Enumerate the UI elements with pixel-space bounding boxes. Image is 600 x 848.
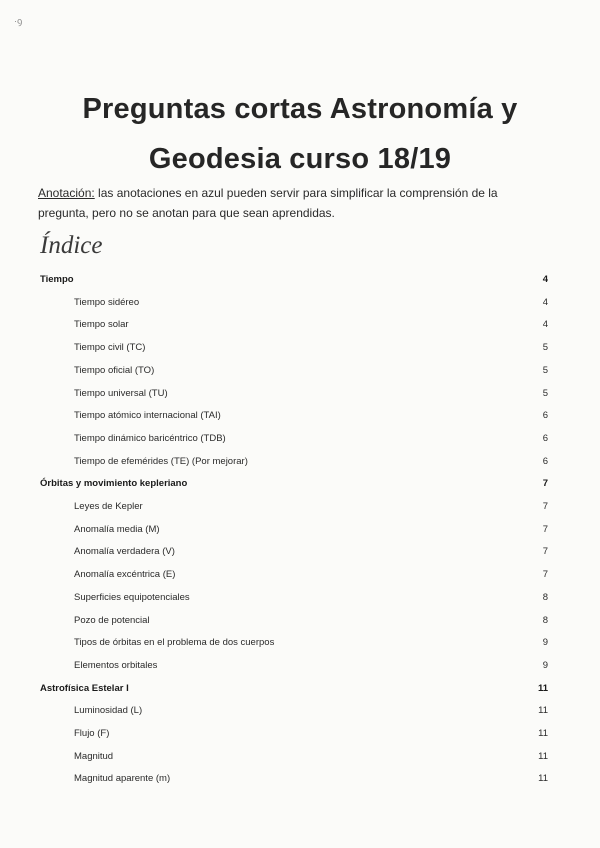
toc-entry-page: 7 — [542, 546, 548, 558]
toc-entry-page: 9 — [542, 659, 548, 671]
title-line-2: Geodesia curso 18/19 — [148, 143, 452, 175]
toc-entry-page: 7 — [542, 523, 548, 535]
toc-entry-page: 7 — [542, 501, 548, 512]
toc-entry-page: 4 — [542, 296, 548, 308]
toc-entry-title: Tiempo de efemérides (TE) (Por mejorar) — [74, 455, 248, 467]
toc-entry-page: 7 — [542, 478, 548, 490]
toc-entry-title: Tiempo solar — [74, 319, 129, 331]
toc-entry[interactable] — [0, 633, 548, 653]
toc-entry-page: 11 — [538, 750, 548, 762]
toc-entry-page: 11 — [538, 728, 548, 739]
toc-entry[interactable] — [0, 724, 548, 744]
toc-entry-title: Órbitas y movimiento kepleriano — [40, 478, 188, 490]
toc-entry-page: 9 — [542, 637, 548, 649]
toc-entry-title: Superficies equipotenciales — [74, 591, 190, 603]
toc-entry-title: Tiempo atómico internacional (TAI) — [74, 410, 221, 422]
toc-entry-page: 5 — [542, 364, 548, 376]
toc-entry-title: Magnitud aparente (m) — [74, 773, 171, 785]
toc-entry-page: 7 — [542, 569, 548, 581]
toc-entry-page: 11 — [538, 705, 548, 717]
toc-entry-page: 11 — [538, 773, 548, 785]
toc-entry[interactable] — [0, 384, 548, 404]
toc-entry[interactable] — [0, 565, 548, 585]
toc-section-entry[interactable] — [0, 270, 548, 290]
toc-entry-title: Leyes de Kepler — [74, 501, 143, 512]
toc-entry-title: Elementos orbitales — [74, 659, 158, 671]
toc-entry-title: Magnitud — [74, 750, 114, 762]
toc-entry-page: 6 — [542, 455, 548, 467]
toc-entry-page: 6 — [542, 410, 548, 422]
annotation-text: las anotaciones en azul pueden servir para simplificar la comprensión de la pregunta, pero no se anotan para que sean aprendidas. — [38, 186, 498, 220]
toc-entry-page: 5 — [542, 387, 548, 399]
toc-entry-title: Anomalía excéntrica (E) — [74, 569, 176, 581]
scan-mark: ·ꝯ — [14, 16, 23, 26]
page-title — [40, 84, 560, 184]
toc-entry-title: Astrofísica Estelar I — [40, 682, 129, 694]
toc-entry-title: Tiempo — [40, 274, 74, 285]
toc-entry-title: Tiempo dinámico baricéntrico (TDB) — [74, 432, 226, 444]
toc-entry-title: Anomalía media (M) — [74, 523, 160, 535]
annotation-note — [38, 183, 538, 223]
toc-entry-page: 11 — [537, 682, 548, 694]
toc-entry-page: 4 — [542, 274, 548, 285]
toc-entry-title: Tiempo oficial (TO) — [74, 364, 155, 376]
index-heading: Índice — [40, 232, 103, 259]
annotation-label: Anotación: — [38, 186, 95, 200]
toc-entry[interactable] — [0, 611, 548, 631]
toc-entry[interactable] — [0, 429, 548, 449]
toc-entry[interactable] — [0, 315, 548, 335]
toc-entry[interactable] — [0, 497, 548, 517]
toc-entry-title: Anomalía verdadera (V) — [74, 546, 175, 558]
toc-entry[interactable] — [0, 452, 548, 472]
toc-entry-page: 4 — [542, 319, 548, 331]
toc-entry-page: 8 — [542, 591, 548, 603]
toc-entry[interactable] — [0, 520, 548, 540]
toc-entry-title: Luminosidad (L) — [74, 705, 143, 717]
toc-section-entry[interactable] — [0, 679, 548, 699]
toc-entry-page: 6 — [542, 432, 548, 444]
toc-entry-page: 8 — [542, 614, 548, 626]
toc-entry-title: Tiempo universal (TU) — [74, 387, 168, 399]
toc-entry-title: Tipos de órbitas en el problema de dos cuerpos — [74, 637, 275, 649]
toc-entry[interactable] — [0, 701, 548, 721]
toc-entry-title: Tiempo sidéreo — [74, 296, 140, 308]
toc-entry[interactable] — [0, 406, 548, 426]
toc-entry-title: Tiempo civil (TC) — [74, 342, 146, 354]
toc-entry[interactable] — [0, 747, 548, 767]
toc-entry-page: 5 — [542, 342, 548, 354]
toc-entry-title: Pozo de potencial — [74, 614, 150, 626]
title-line-1: Preguntas cortas Astronomía y — [82, 93, 518, 125]
toc-entry[interactable] — [0, 338, 548, 358]
toc-entry-title: Flujo (F) — [74, 728, 110, 739]
toc-entry[interactable] — [0, 361, 548, 381]
toc-entry[interactable] — [0, 542, 548, 562]
toc-entry[interactable] — [0, 588, 548, 608]
toc-entry[interactable] — [0, 769, 548, 789]
toc-section-entry[interactable] — [0, 474, 548, 494]
toc-entry[interactable] — [0, 656, 548, 676]
toc-entry[interactable] — [0, 293, 548, 313]
